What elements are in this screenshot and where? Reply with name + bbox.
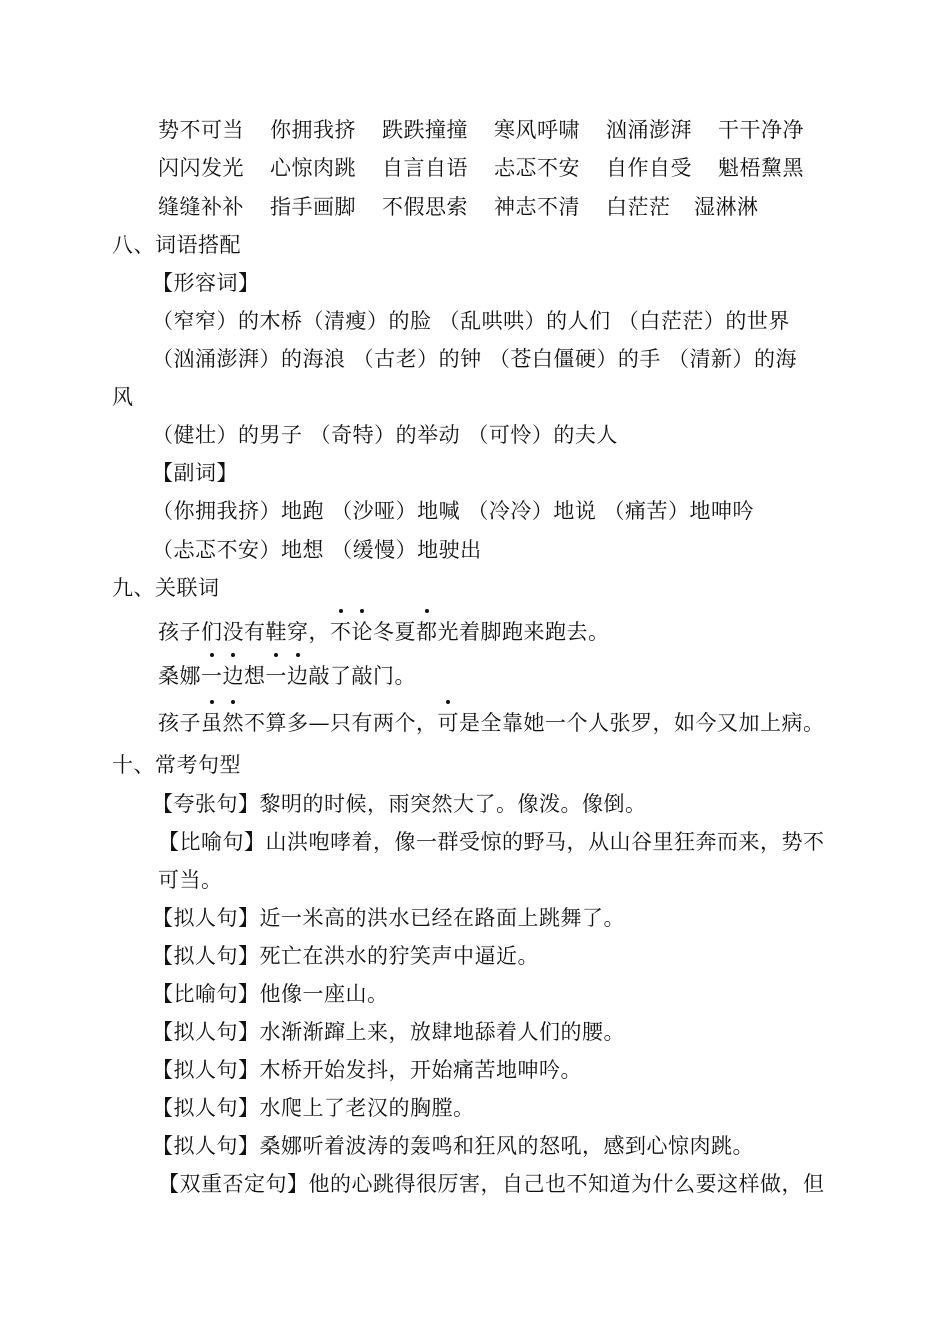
pattern-tag: 【拟人句】 [152, 1020, 260, 1044]
vocab-word: 魁梧黧黑 [718, 156, 804, 180]
sentence-text: 不算多—只有两个， [244, 711, 438, 735]
sentence-text: 光着脚跑来跑去。 [437, 620, 610, 644]
pattern-tag: 【夸张句】 [152, 792, 260, 816]
section-9-title: 九、关联词 [112, 576, 220, 600]
emphasis-dot-char: 边 [222, 664, 244, 688]
adjective-line-3: （健壮）的男子 （奇特）的举动 （可怜）的夫人 [152, 423, 618, 447]
pattern-tag: 【比喻句】 [158, 830, 266, 854]
emphasis-dot-char: 然 [222, 711, 244, 735]
pattern-text: 他的心跳得很厉害，自己也不知道为什么要这样做，但 [308, 1172, 825, 1196]
pattern-text: 桑娜听着波涛的轰鸣和狂风的怒吼，感到心惊肉跳。 [259, 1134, 754, 1158]
vocab-word: 白茫茫 [606, 195, 671, 219]
vocab-word: 跌跌撞撞 [382, 118, 468, 142]
pattern-tag: 【拟人句】 [152, 1058, 260, 1082]
adjective-heading: 【形容词】 [152, 271, 260, 295]
conjunction-sentence-2 [158, 662, 416, 690]
sentence-pattern-item [152, 980, 389, 1008]
sentence-pattern-item [152, 790, 647, 818]
pattern-tag: 【拟人句】 [152, 944, 260, 968]
vocab-word: 心惊肉跳 [270, 156, 356, 180]
vocab-word: 缝缝补补 [158, 195, 244, 219]
vocab-row-2 [158, 154, 804, 182]
adverb-heading: 【副词】 [152, 461, 238, 485]
adverb-line-1: （你拥我挤）地跑 （沙哑）地喊 （冷冷）地说 （痛苦）地呻吟 [152, 499, 755, 523]
sentence-text: 桑娜 [158, 664, 201, 688]
vocab-word: 神志不清 [494, 195, 580, 219]
emphasis-dot-char: 论 [351, 620, 373, 644]
sentence-pattern-item [158, 1170, 825, 1198]
sentence-pattern-item [152, 1018, 625, 1046]
pattern-text: 死亡在洪水的狞笑声中逼近。 [259, 944, 539, 968]
sentence-pattern-item [152, 942, 539, 970]
adjective-line-2-cont: 风 [112, 385, 134, 409]
sentence-pattern-item [152, 1056, 582, 1084]
pattern-tag: 【比喻句】 [152, 982, 260, 1006]
pattern-text: 木桥开始发抖，开始痛苦地呻吟。 [259, 1058, 582, 1082]
pattern-text: 近一米高的洪水已经在路面上跳舞了。 [259, 906, 625, 930]
vocab-row-3 [158, 193, 759, 221]
pattern-text: 他像一座山。 [259, 982, 389, 1006]
emphasis-dot-char: 可 [437, 711, 459, 735]
pattern-tag: 【双重否定句】 [158, 1172, 309, 1196]
vocab-word: 你拥我挤 [270, 118, 356, 142]
vocab-word: 湿淋淋 [694, 195, 759, 219]
vocab-word: 指手画脚 [270, 195, 356, 219]
vocab-word: 闪闪发光 [158, 156, 244, 180]
sentence-pattern-item [152, 904, 625, 932]
emphasis-dot-char: 边 [287, 664, 309, 688]
vocab-word: 寒风呼啸 [494, 118, 580, 142]
sentence-text: 孩子们没有鞋穿， [158, 620, 330, 644]
pattern-text: 可当。 [158, 868, 223, 892]
sentence-text: 冬夏 [373, 620, 416, 644]
pattern-tag: 【拟人句】 [152, 1134, 260, 1158]
sentence-text: 敲了敲门。 [308, 664, 416, 688]
sentence-text: 孩子 [158, 711, 201, 735]
adverb-line-2: （忐忑不安）地想 （缓慢）地驶出 [152, 538, 482, 562]
sentence-text: 想 [244, 664, 266, 688]
pattern-text: 水爬上了老汉的胸膛。 [259, 1096, 475, 1120]
conjunction-sentence-1 [158, 618, 610, 646]
vocab-word: 忐忑不安 [494, 156, 580, 180]
section-10-title: 十、常考句型 [112, 753, 241, 777]
vocab-word: 不假思索 [382, 195, 468, 219]
sentence-pattern-item [152, 1132, 754, 1160]
pattern-tag: 【拟人句】 [152, 906, 260, 930]
emphasis-dot-char: 一 [265, 664, 287, 688]
sentence-pattern-item [152, 1094, 475, 1122]
sentence-text: 是全靠她一个人张罗，如今又加上病。 [459, 711, 825, 735]
conjunction-sentence-3 [158, 709, 825, 737]
section-8-title: 八、词语搭配 [112, 233, 241, 257]
vocab-word: 干干净净 [718, 118, 804, 142]
sentence-pattern-item [158, 828, 825, 856]
sentence-pattern-item-cont [158, 866, 223, 894]
emphasis-dot-char: 一 [201, 664, 223, 688]
pattern-tag: 【拟人句】 [152, 1096, 260, 1120]
adjective-line-1: （窄窄）的木桥（清瘦）的脸 （乱哄哄）的人们 （白茫茫）的世界 [152, 309, 790, 333]
adjective-line-2: （汹涌澎湃）的海浪 （古老）的钟 （苍白僵硬）的手 （清新）的海 [152, 347, 798, 371]
vocab-word: 势不可当 [158, 118, 244, 142]
pattern-text: 山洪咆哮着，像一群受惊的野马，从山谷里狂奔而来，势不 [265, 830, 825, 854]
vocab-word: 汹涌澎湃 [606, 118, 692, 142]
pattern-text: 黎明的时候，雨突然大了。像泼。像倒。 [259, 792, 647, 816]
vocab-word: 自言自语 [382, 156, 468, 180]
emphasis-dot-char: 不 [330, 620, 352, 644]
vocab-word: 自作自受 [606, 156, 692, 180]
emphasis-dot-char: 都 [416, 620, 438, 644]
pattern-text: 水渐渐蹿上来，放肆地舔着人们的腰。 [259, 1020, 625, 1044]
emphasis-dot-char: 虽 [201, 711, 223, 735]
vocab-row-1 [158, 116, 804, 144]
